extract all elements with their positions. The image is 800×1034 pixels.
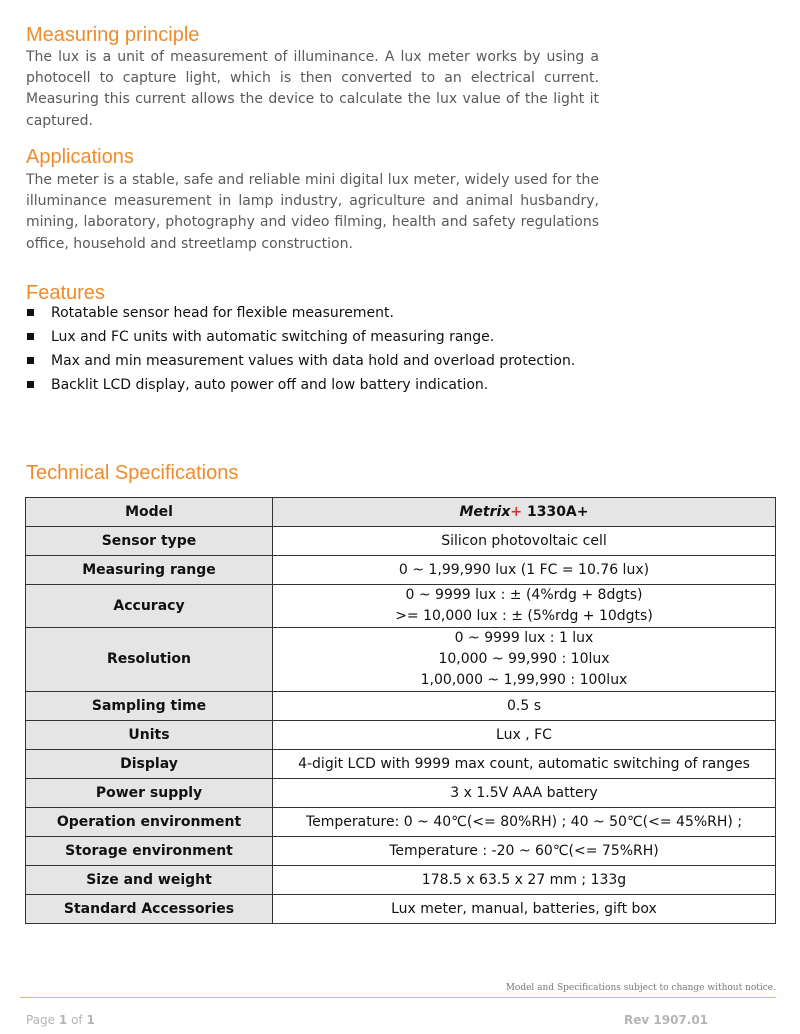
measuring-principle-heading: Measuring principle [26,24,200,46]
spec-label: Accuracy [26,585,273,628]
spec-value [273,721,776,750]
square-bullet-icon [27,333,34,340]
spec-value-line: 0 ~ 1,99,990 lux (1 FC = 10.76 lux) [398,561,650,578]
feature-text: Max and min measurement values with data hold and overload protection. [51,353,576,369]
spec-value-line: 1,00,000 ~ 1,99,990 : 100lux [420,672,628,688]
feature-item [26,303,766,327]
spec-value [273,895,776,924]
spec-label: Measuring range [26,556,273,585]
table-row [26,721,776,750]
disclaimer-notice: Model and Specifications subject to change without notice. [505,983,776,993]
spec-value-line: 0 ~ 9999 lux : 1 lux [454,630,594,646]
square-bullet-icon [27,381,34,388]
spec-label: Units [26,721,273,750]
feature-item [26,327,766,351]
model-value [273,498,776,527]
spec-value-line: Silicon photovoltaic cell [441,532,607,549]
model-number: 1330A+ [522,503,589,520]
feature-item [26,351,766,375]
feature-text: Lux and FC units with automatic switching of measuring range. [51,329,495,345]
table-row [26,556,776,585]
spec-label: Resolution [26,628,273,692]
brand-name: Metrix [459,503,511,520]
spec-value-line: 10,000 ~ 99,990 : 10lux [438,651,610,667]
spec-label: Sampling time [26,692,273,721]
spec-value-line: Lux , FC [496,726,552,743]
technical-specifications-heading: Technical Specifications [26,462,239,484]
spec-value-line: Lux meter, manual, batteries, gift box [391,900,657,917]
spec-value [273,837,776,866]
spec-value [273,808,776,837]
spec-value [273,556,776,585]
brand-plus: + [510,503,523,520]
square-bullet-icon [27,357,34,364]
applications-heading: Applications [26,146,134,168]
spec-value [273,866,776,895]
feature-text: Backlit LCD display, auto power off and low battery indication. [51,377,489,393]
spec-label: Standard Accessories [26,895,273,924]
spec-value-line: 3 x 1.5V AAA battery [450,784,598,801]
spec-label: Operation environment [26,808,273,837]
page-number [26,1013,95,1027]
table-row [26,837,776,866]
page-current: 1 [58,1013,68,1027]
specifications-table [25,497,776,924]
table-row [26,866,776,895]
spec-value [273,585,776,628]
spec-value-line: 4-digit LCD with 9999 max count, automatic switching of ranges [298,755,750,772]
page-word: Page [26,1013,56,1027]
spec-value-line: Temperature : -20 ~ 60℃(<= 75%RH) [389,842,659,859]
feature-item [26,375,766,399]
table-row [26,895,776,924]
page-total: 1 [86,1013,95,1027]
spec-value [273,692,776,721]
table-row [26,779,776,808]
table-header-row [26,498,776,527]
spec-value [273,750,776,779]
spec-value-line: 0.5 s [506,697,541,714]
revision-label: Rev 1907.01 [624,1013,709,1027]
spec-label: Display [26,750,273,779]
spec-value-line: 178.5 x 63.5 x 27 mm ; 133g [421,871,627,888]
spec-value-line: 0 ~ 9999 lux : ± (4%rdg + 8dgts) [405,587,643,603]
measuring-principle-text: The lux is a unit of measurement of illuminance. A lux meter works by using a photocell to capture light, which is then converted to an electrical current. Measuring this current allows the device to calculate the lux value of the light it captured. [26,49,599,129]
spec-label: Size and weight [26,866,273,895]
footer-divider [20,997,776,998]
table-row [26,585,776,628]
applications-text: The meter is a stable, safe and reliable mini digital lux meter, widely used for the illuminance measurement in lamp industry, agriculture and animal husbandry, mining, laboratory, photography and video filming, health and safety regulations office, household and streetlamp construction. [26,172,599,252]
spec-value [273,527,776,556]
table-row [26,527,776,556]
table-row [26,808,776,837]
features-heading: Features [26,282,105,304]
table-row [26,628,776,692]
features-list [26,303,766,399]
table-row [26,750,776,779]
square-bullet-icon [27,309,34,316]
page-of: of [71,1013,83,1027]
table-row [26,692,776,721]
spec-label: Storage environment [26,837,273,866]
spec-value-line: >= 10,000 lux : ± (5%rdg + 10dgts) [395,608,653,624]
spec-value-line: Temperature: 0 ~ 40℃(<= 80%RH) ; 40 ~ 50℃(<= 45%RH) ; [305,813,743,830]
spec-value [273,779,776,808]
spec-label: Power supply [26,779,273,808]
model-label: Model [26,498,273,527]
feature-text: Rotatable sensor head for flexible measurement. [51,305,394,321]
spec-value [273,628,776,692]
spec-label: Sensor type [26,527,273,556]
